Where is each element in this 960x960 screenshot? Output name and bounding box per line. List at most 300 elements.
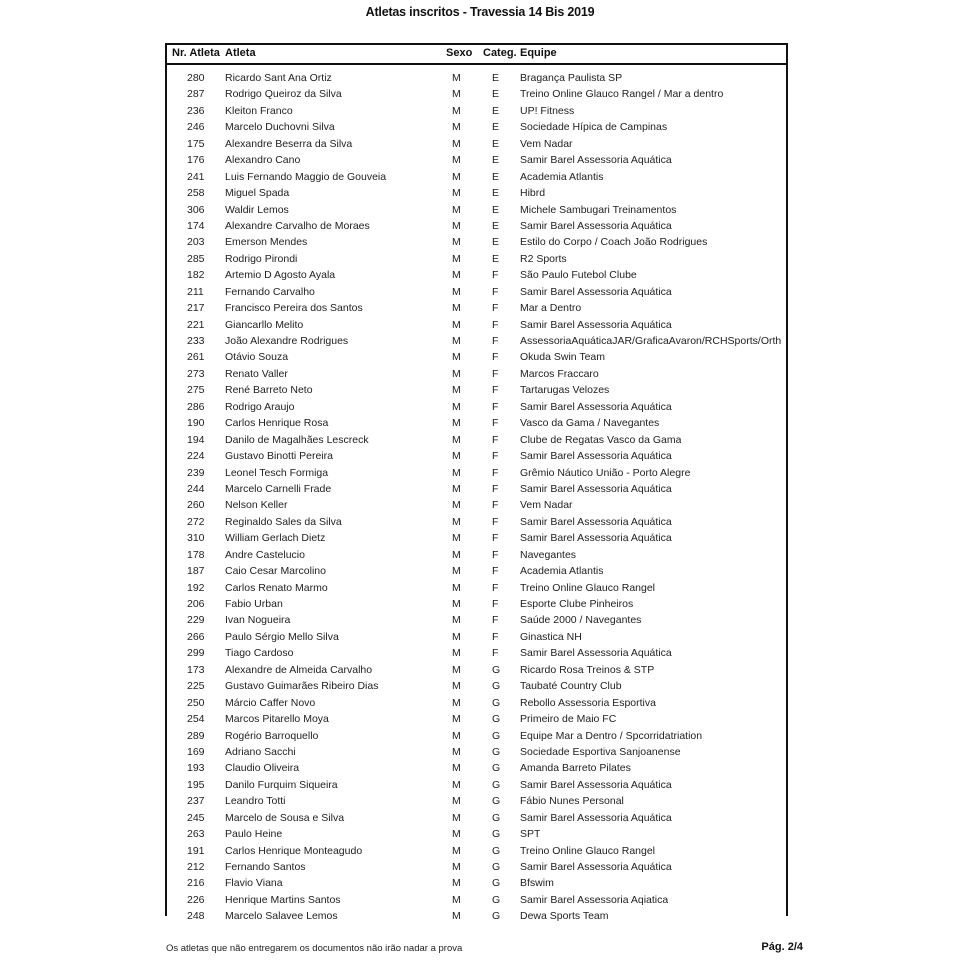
cell-sexo: M bbox=[452, 713, 461, 726]
cell-sexo: M bbox=[452, 861, 461, 873]
cell-equipe: Treino Online Glauco Rangel bbox=[520, 581, 656, 594]
table-row bbox=[167, 103, 786, 119]
cell-categ: F bbox=[492, 630, 499, 643]
cell-categ: E bbox=[492, 187, 500, 200]
table-row bbox=[167, 875, 786, 891]
cell-equipe: Samir Barel Assessoria Aquática bbox=[520, 318, 672, 331]
cell-atleta: Waldir Lemos bbox=[225, 203, 289, 216]
cell-categ: F bbox=[492, 614, 499, 627]
table-row bbox=[167, 547, 786, 563]
cell-sexo: M bbox=[452, 499, 461, 512]
cell-nr: 285 bbox=[187, 252, 205, 265]
cell-sexo: M bbox=[452, 893, 461, 906]
cell-equipe: Tartarugas Velozes bbox=[520, 384, 610, 397]
cell-sexo: M bbox=[452, 680, 461, 693]
cell-categ: G bbox=[492, 729, 501, 742]
cell-atleta: Giancarllo Melito bbox=[225, 318, 304, 331]
cell-sexo: M bbox=[452, 598, 461, 610]
cell-sexo: M bbox=[452, 170, 461, 183]
cell-categ: E bbox=[492, 137, 500, 150]
cell-sexo: M bbox=[452, 137, 461, 150]
cell-sexo: M bbox=[452, 565, 461, 578]
table-row bbox=[167, 300, 786, 316]
table-row bbox=[167, 777, 786, 793]
cell-sexo: M bbox=[452, 351, 461, 364]
cell-sexo: M bbox=[452, 729, 461, 742]
cell-sexo: M bbox=[452, 417, 461, 430]
athletes-table bbox=[165, 43, 788, 923]
cell-categ: F bbox=[492, 499, 499, 512]
cell-atleta: Andre Castelucio bbox=[225, 548, 305, 561]
cell-equipe: Sociedade Esportiva Sanjoanense bbox=[520, 745, 681, 758]
cell-categ: F bbox=[492, 433, 499, 446]
cell-equipe: Academia Atlantis bbox=[520, 565, 604, 578]
table-row bbox=[167, 333, 786, 349]
cell-atleta: Renato Valler bbox=[225, 367, 288, 380]
table-row bbox=[167, 612, 786, 628]
cell-nr: 272 bbox=[187, 515, 205, 528]
cell-equipe: Marcos Fraccaro bbox=[520, 367, 599, 380]
cell-equipe: Vem Nadar bbox=[520, 137, 573, 150]
cell-nr: 280 bbox=[187, 72, 205, 84]
cell-nr: 260 bbox=[187, 499, 205, 512]
cell-atleta: Leandro Totti bbox=[225, 795, 286, 808]
cell-atleta: Gustavo Guimarães Ribeiro Dias bbox=[225, 680, 379, 693]
cell-atleta: Paulo Sérgio Mello Silva bbox=[225, 630, 339, 643]
table-row bbox=[167, 662, 786, 678]
cell-categ: E bbox=[492, 236, 500, 249]
table-row bbox=[167, 169, 786, 185]
table-row bbox=[167, 892, 786, 908]
table-row bbox=[167, 202, 786, 218]
cell-equipe: Okuda Swin Team bbox=[520, 351, 606, 364]
cell-atleta: Emerson Mendes bbox=[225, 236, 308, 249]
cell-nr: 244 bbox=[187, 482, 205, 495]
cell-sexo: M bbox=[452, 236, 461, 249]
table-row bbox=[167, 432, 786, 448]
cell-nr: 225 bbox=[187, 680, 205, 693]
cell-equipe: Academia Atlantis bbox=[520, 170, 604, 183]
cell-categ: E bbox=[492, 170, 500, 183]
cell-nr: 178 bbox=[187, 548, 205, 561]
header-sexo: Sexo bbox=[446, 47, 473, 59]
cell-equipe: Bfswim bbox=[520, 877, 554, 890]
cell-sexo: M bbox=[452, 614, 461, 627]
cell-nr: 250 bbox=[187, 696, 205, 709]
table-row bbox=[167, 317, 786, 333]
cell-categ: G bbox=[492, 828, 501, 841]
cell-sexo: M bbox=[452, 187, 461, 200]
table-row bbox=[167, 678, 786, 694]
cell-equipe: Navegantes bbox=[520, 548, 577, 561]
cell-nr: 261 bbox=[187, 351, 205, 364]
table-row bbox=[167, 119, 786, 135]
cell-categ: F bbox=[492, 482, 499, 495]
cell-atleta: René Barreto Neto bbox=[225, 384, 313, 397]
cell-nr: 287 bbox=[187, 88, 205, 101]
table-row bbox=[167, 711, 786, 727]
cell-nr: 275 bbox=[187, 384, 205, 397]
cell-equipe: Clube de Regatas Vasco da Gama bbox=[520, 433, 682, 446]
cell-atleta: Rodrigo Pirondi bbox=[225, 252, 298, 265]
cell-atleta: Danilo Furquim Siqueira bbox=[225, 778, 338, 791]
cell-equipe: Samir Barel Assessoria Aquática bbox=[520, 154, 672, 167]
cell-nr: 191 bbox=[187, 844, 205, 857]
cell-atleta: Reginaldo Sales da Silva bbox=[225, 515, 342, 528]
cell-equipe: Treino Online Glauco Rangel / Mar a dentro bbox=[520, 88, 724, 101]
table-row bbox=[167, 448, 786, 464]
cell-atleta: Alexandre Beserra da Silva bbox=[225, 137, 353, 150]
cell-atleta: Kleiton Franco bbox=[225, 104, 293, 117]
cell-sexo: M bbox=[452, 663, 461, 676]
cell-nr: 221 bbox=[187, 318, 205, 331]
cell-sexo: M bbox=[452, 121, 461, 134]
cell-atleta: Ivan Nogueira bbox=[225, 614, 291, 627]
cell-equipe: Samir Barel Assessoria Aquática bbox=[520, 778, 672, 791]
cell-categ: G bbox=[492, 877, 501, 890]
table-row bbox=[167, 563, 786, 579]
cell-nr: 254 bbox=[187, 713, 205, 726]
cell-sexo: M bbox=[452, 762, 461, 775]
cell-nr: 310 bbox=[187, 532, 205, 545]
cell-sexo: M bbox=[452, 844, 461, 857]
table-row bbox=[167, 514, 786, 530]
table-row bbox=[167, 728, 786, 744]
cell-sexo: M bbox=[452, 795, 461, 808]
header-categ: Categ. bbox=[483, 47, 517, 59]
table-row bbox=[167, 793, 786, 809]
cell-categ: F bbox=[492, 515, 499, 528]
table-body bbox=[167, 65, 786, 925]
cell-nr: 266 bbox=[187, 630, 205, 643]
cell-categ: F bbox=[492, 598, 499, 610]
cell-nr: 206 bbox=[187, 598, 205, 610]
cell-sexo: M bbox=[452, 302, 461, 315]
cell-equipe: Treino Online Glauco Rangel bbox=[520, 844, 656, 857]
cell-atleta: Paulo Heine bbox=[225, 828, 283, 841]
cell-equipe: Samir Barel Assessoria Aquática bbox=[520, 400, 672, 413]
cell-equipe: Samir Barel Assessoria Aqiatica bbox=[520, 893, 669, 906]
cell-sexo: M bbox=[452, 318, 461, 331]
table-row bbox=[167, 629, 786, 645]
footer-note: Os atletas que não entregarem os documentos não irão nadar a prova bbox=[166, 943, 463, 954]
table-row bbox=[167, 136, 786, 152]
cell-equipe: Samir Barel Assessoria Aquática bbox=[520, 482, 672, 495]
cell-categ: E bbox=[492, 154, 500, 167]
cell-atleta: Otávio Souza bbox=[225, 351, 289, 364]
table-row bbox=[167, 70, 786, 86]
cell-equipe: Samir Barel Assessoria Aquática bbox=[520, 285, 672, 298]
cell-nr: 229 bbox=[187, 614, 205, 627]
cell-categ: F bbox=[492, 351, 499, 364]
header-nr-atleta: Nr. Atleta bbox=[172, 47, 220, 59]
cell-equipe: Samir Barel Assessoria Aquática bbox=[520, 219, 672, 232]
cell-nr: 192 bbox=[187, 581, 205, 594]
table-row bbox=[167, 465, 786, 481]
cell-sexo: M bbox=[452, 104, 461, 117]
cell-atleta: Rogério Barroquello bbox=[225, 729, 319, 742]
cell-equipe: São Paulo Futebol Clube bbox=[520, 269, 637, 282]
table-row bbox=[167, 645, 786, 661]
cell-nr: 193 bbox=[187, 762, 205, 775]
cell-equipe: Samir Barel Assessoria Aquática bbox=[520, 647, 672, 660]
table-row bbox=[167, 399, 786, 415]
cell-equipe: Esporte Clube Pinheiros bbox=[520, 598, 634, 610]
cell-categ: G bbox=[492, 811, 501, 824]
table-row bbox=[167, 810, 786, 826]
table-row bbox=[167, 826, 786, 842]
cell-atleta: Fernando Santos bbox=[225, 861, 306, 873]
cell-categ: F bbox=[492, 285, 499, 298]
table-row bbox=[167, 349, 786, 365]
cell-sexo: M bbox=[452, 630, 461, 643]
table-row bbox=[167, 859, 786, 875]
cell-nr: 174 bbox=[187, 219, 205, 232]
cell-categ: G bbox=[492, 762, 501, 775]
cell-sexo: M bbox=[452, 811, 461, 824]
cell-nr: 216 bbox=[187, 877, 205, 890]
cell-nr: 173 bbox=[187, 663, 205, 676]
cell-categ: E bbox=[492, 72, 500, 84]
cell-atleta: Carlos Renato Marmo bbox=[225, 581, 328, 594]
cell-categ: F bbox=[492, 450, 499, 463]
cell-atleta: Francisco Pereira dos Santos bbox=[225, 302, 363, 315]
cell-sexo: M bbox=[452, 384, 461, 397]
cell-categ: G bbox=[492, 696, 501, 709]
cell-categ: G bbox=[492, 778, 501, 791]
cell-atleta: Adriano Sacchi bbox=[225, 745, 296, 758]
cell-equipe: Grêmio Náutico União - Porto Alegre bbox=[520, 466, 691, 479]
cell-sexo: M bbox=[452, 335, 461, 347]
table-row bbox=[167, 267, 786, 283]
cell-categ: F bbox=[492, 532, 499, 545]
cell-atleta: Márcio Caffer Novo bbox=[225, 696, 316, 709]
cell-categ: F bbox=[492, 565, 499, 578]
cell-atleta: Miguel Spada bbox=[225, 187, 290, 200]
cell-nr: 169 bbox=[187, 745, 205, 758]
table-row bbox=[167, 185, 786, 201]
cell-categ: F bbox=[492, 384, 499, 397]
cell-equipe: Ricardo Rosa Treinos & STP bbox=[520, 663, 655, 676]
cell-atleta: Marcos Pitarello Moya bbox=[225, 713, 329, 726]
cell-equipe: Vem Nadar bbox=[520, 499, 573, 512]
cell-sexo: M bbox=[452, 203, 461, 216]
cell-categ: G bbox=[492, 663, 501, 676]
page-number: Pág. 2/4 bbox=[761, 941, 803, 953]
cell-nr: 246 bbox=[187, 121, 205, 134]
table-row bbox=[167, 760, 786, 776]
cell-nr: 187 bbox=[187, 565, 205, 578]
cell-atleta: William Gerlach Dietz bbox=[225, 532, 326, 545]
cell-equipe: AssessoriaAquáticaJAR/GraficaAvaron/RCHSports/Orth bbox=[520, 335, 782, 347]
cell-equipe: Samir Barel Assessoria Aquática bbox=[520, 450, 672, 463]
cell-categ: E bbox=[492, 104, 500, 117]
cell-equipe: Bragança Paulista SP bbox=[520, 72, 623, 84]
cell-equipe: Hibrd bbox=[520, 187, 546, 200]
cell-sexo: M bbox=[452, 367, 461, 380]
cell-equipe: UP! Fitness bbox=[520, 104, 575, 117]
cell-sexo: M bbox=[452, 482, 461, 495]
cell-atleta: Gustavo Binotti Pereira bbox=[225, 450, 333, 463]
cell-atleta: Marcelo Duchovni Silva bbox=[225, 121, 335, 134]
cell-sexo: M bbox=[452, 515, 461, 528]
cell-equipe: Equipe Mar a Dentro / Spcorridatriation bbox=[520, 729, 703, 742]
cell-sexo: M bbox=[452, 647, 461, 660]
cell-nr: 224 bbox=[187, 450, 205, 463]
cell-equipe: Primeiro de Maio FC bbox=[520, 713, 617, 726]
table-row bbox=[167, 366, 786, 382]
cell-categ: F bbox=[492, 647, 499, 660]
cell-equipe: Estilo do Corpo / Coach João Rodrigues bbox=[520, 236, 708, 249]
cell-nr: 195 bbox=[187, 778, 205, 791]
cell-equipe: Samir Barel Assessoria Aquática bbox=[520, 811, 672, 824]
cell-sexo: M bbox=[452, 433, 461, 446]
cell-sexo: M bbox=[452, 72, 461, 84]
table-row bbox=[167, 284, 786, 300]
cell-nr: 211 bbox=[187, 285, 204, 298]
table-row bbox=[167, 382, 786, 398]
cell-nr: 212 bbox=[187, 861, 205, 873]
cell-equipe: Sociedade Hípica de Campinas bbox=[520, 121, 668, 134]
cell-equipe: Samir Barel Assessoria Aquática bbox=[520, 861, 672, 873]
cell-nr: 239 bbox=[187, 466, 205, 479]
cell-sexo: M bbox=[452, 696, 461, 709]
cell-nr: 241 bbox=[187, 170, 205, 183]
cell-sexo: M bbox=[452, 285, 461, 298]
cell-categ: E bbox=[492, 88, 500, 101]
table-row bbox=[167, 580, 786, 596]
table-row bbox=[167, 152, 786, 168]
cell-nr: 299 bbox=[187, 647, 205, 660]
cell-nr: 306 bbox=[187, 203, 205, 216]
table-row bbox=[167, 908, 786, 924]
cell-atleta: João Alexandre Rodrigues bbox=[225, 335, 349, 347]
cell-equipe: Dewa Sports Team bbox=[520, 910, 609, 923]
cell-sexo: M bbox=[452, 400, 461, 413]
cell-categ: G bbox=[492, 861, 501, 873]
cell-atleta: Artemio D Agosto Ayala bbox=[225, 269, 336, 282]
table-row bbox=[167, 744, 786, 760]
cell-equipe: Vasco da Gama / Navegantes bbox=[520, 417, 660, 430]
cell-categ: G bbox=[492, 713, 501, 726]
table-row bbox=[167, 530, 786, 546]
table-row bbox=[167, 497, 786, 513]
cell-categ: G bbox=[492, 680, 501, 693]
cell-atleta: Alexandre Carvalho de Moraes bbox=[225, 219, 370, 232]
cell-categ: F bbox=[492, 269, 499, 282]
cell-atleta: Carlos Henrique Monteagudo bbox=[225, 844, 363, 857]
cell-nr: 273 bbox=[187, 367, 205, 380]
table-row bbox=[167, 218, 786, 234]
cell-atleta: Marcelo de Sousa e Silva bbox=[225, 811, 345, 824]
cell-nr: 258 bbox=[187, 187, 205, 200]
cell-categ: F bbox=[492, 302, 499, 315]
cell-nr: 237 bbox=[187, 795, 205, 808]
cell-categ: F bbox=[492, 335, 499, 347]
cell-sexo: M bbox=[452, 581, 461, 594]
cell-sexo: M bbox=[452, 778, 461, 791]
cell-nr: 248 bbox=[187, 910, 205, 923]
cell-atleta: Danilo de Magalhães Lescreck bbox=[225, 433, 369, 446]
cell-equipe: Samir Barel Assessoria Aquática bbox=[520, 515, 672, 528]
cell-equipe: Fábio Nunes Personal bbox=[520, 795, 624, 808]
cell-atleta: Alexandre de Almeida Carvalho bbox=[225, 663, 373, 676]
table-row bbox=[167, 843, 786, 859]
cell-nr: 217 bbox=[187, 302, 205, 315]
cell-categ: G bbox=[492, 745, 501, 758]
cell-atleta: Henrique Martins Santos bbox=[225, 893, 341, 906]
cell-sexo: M bbox=[452, 828, 461, 841]
cell-equipe: Taubaté Country Club bbox=[520, 680, 622, 693]
table-row bbox=[167, 86, 786, 102]
cell-sexo: M bbox=[452, 154, 461, 167]
cell-nr: 190 bbox=[187, 417, 205, 430]
cell-atleta: Rodrigo Queiroz da Silva bbox=[225, 88, 342, 101]
cell-sexo: M bbox=[452, 910, 461, 923]
header-equipe: Equipe bbox=[520, 47, 557, 59]
cell-atleta: Fabio Urban bbox=[225, 598, 283, 610]
table-row bbox=[167, 481, 786, 497]
cell-atleta: Alexandro Cano bbox=[225, 154, 301, 167]
cell-categ: E bbox=[492, 121, 500, 134]
header-atleta: Atleta bbox=[225, 47, 256, 59]
cell-categ: G bbox=[492, 910, 501, 923]
cell-nr: 289 bbox=[187, 729, 205, 742]
cell-sexo: M bbox=[452, 450, 461, 463]
cell-categ: F bbox=[492, 548, 499, 561]
cell-categ: F bbox=[492, 466, 499, 479]
cell-atleta: Caio Cesar Marcolino bbox=[225, 565, 326, 578]
cell-equipe: Ginastica NH bbox=[520, 630, 582, 643]
cell-atleta: Marcelo Carnelli Frade bbox=[225, 482, 332, 495]
cell-atleta: Nelson Keller bbox=[225, 499, 288, 512]
cell-nr: 226 bbox=[187, 893, 205, 906]
cell-categ: F bbox=[492, 581, 499, 594]
cell-equipe: Mar a Dentro bbox=[520, 302, 582, 315]
cell-nr: 176 bbox=[187, 154, 205, 167]
cell-sexo: M bbox=[452, 466, 461, 479]
cell-categ: F bbox=[492, 417, 499, 430]
cell-nr: 203 bbox=[187, 236, 205, 249]
cell-categ: G bbox=[492, 844, 501, 857]
cell-atleta: Luis Fernando Maggio de Gouveia bbox=[225, 170, 387, 183]
cell-equipe: SPT bbox=[520, 828, 541, 841]
cell-equipe: Amanda Barreto Pilates bbox=[520, 762, 631, 775]
table-header bbox=[167, 45, 786, 65]
cell-sexo: M bbox=[452, 252, 461, 265]
table-row bbox=[167, 234, 786, 250]
cell-atleta: Carlos Henrique Rosa bbox=[225, 417, 329, 430]
cell-atleta: Rodrigo Araujo bbox=[225, 400, 295, 413]
cell-nr: 263 bbox=[187, 828, 205, 841]
cell-sexo: M bbox=[452, 532, 461, 545]
table-row bbox=[167, 695, 786, 711]
table-row bbox=[167, 596, 786, 612]
cell-sexo: M bbox=[452, 88, 461, 101]
cell-nr: 182 bbox=[187, 269, 205, 282]
cell-atleta: Tiago Cardoso bbox=[225, 647, 294, 660]
cell-nr: 245 bbox=[187, 811, 205, 824]
cell-categ: E bbox=[492, 219, 500, 232]
cell-categ: E bbox=[492, 203, 500, 216]
cell-sexo: M bbox=[452, 548, 461, 561]
cell-equipe: Michele Sambugari Treinamentos bbox=[520, 203, 677, 216]
cell-atleta: Leonel Tesch Formiga bbox=[225, 466, 329, 479]
cell-atleta: Claudio Oliveira bbox=[225, 762, 300, 775]
cell-categ: G bbox=[492, 893, 501, 906]
cell-equipe: Saúde 2000 / Navegantes bbox=[520, 614, 642, 627]
cell-equipe: Samir Barel Assessoria Aquática bbox=[520, 532, 672, 545]
